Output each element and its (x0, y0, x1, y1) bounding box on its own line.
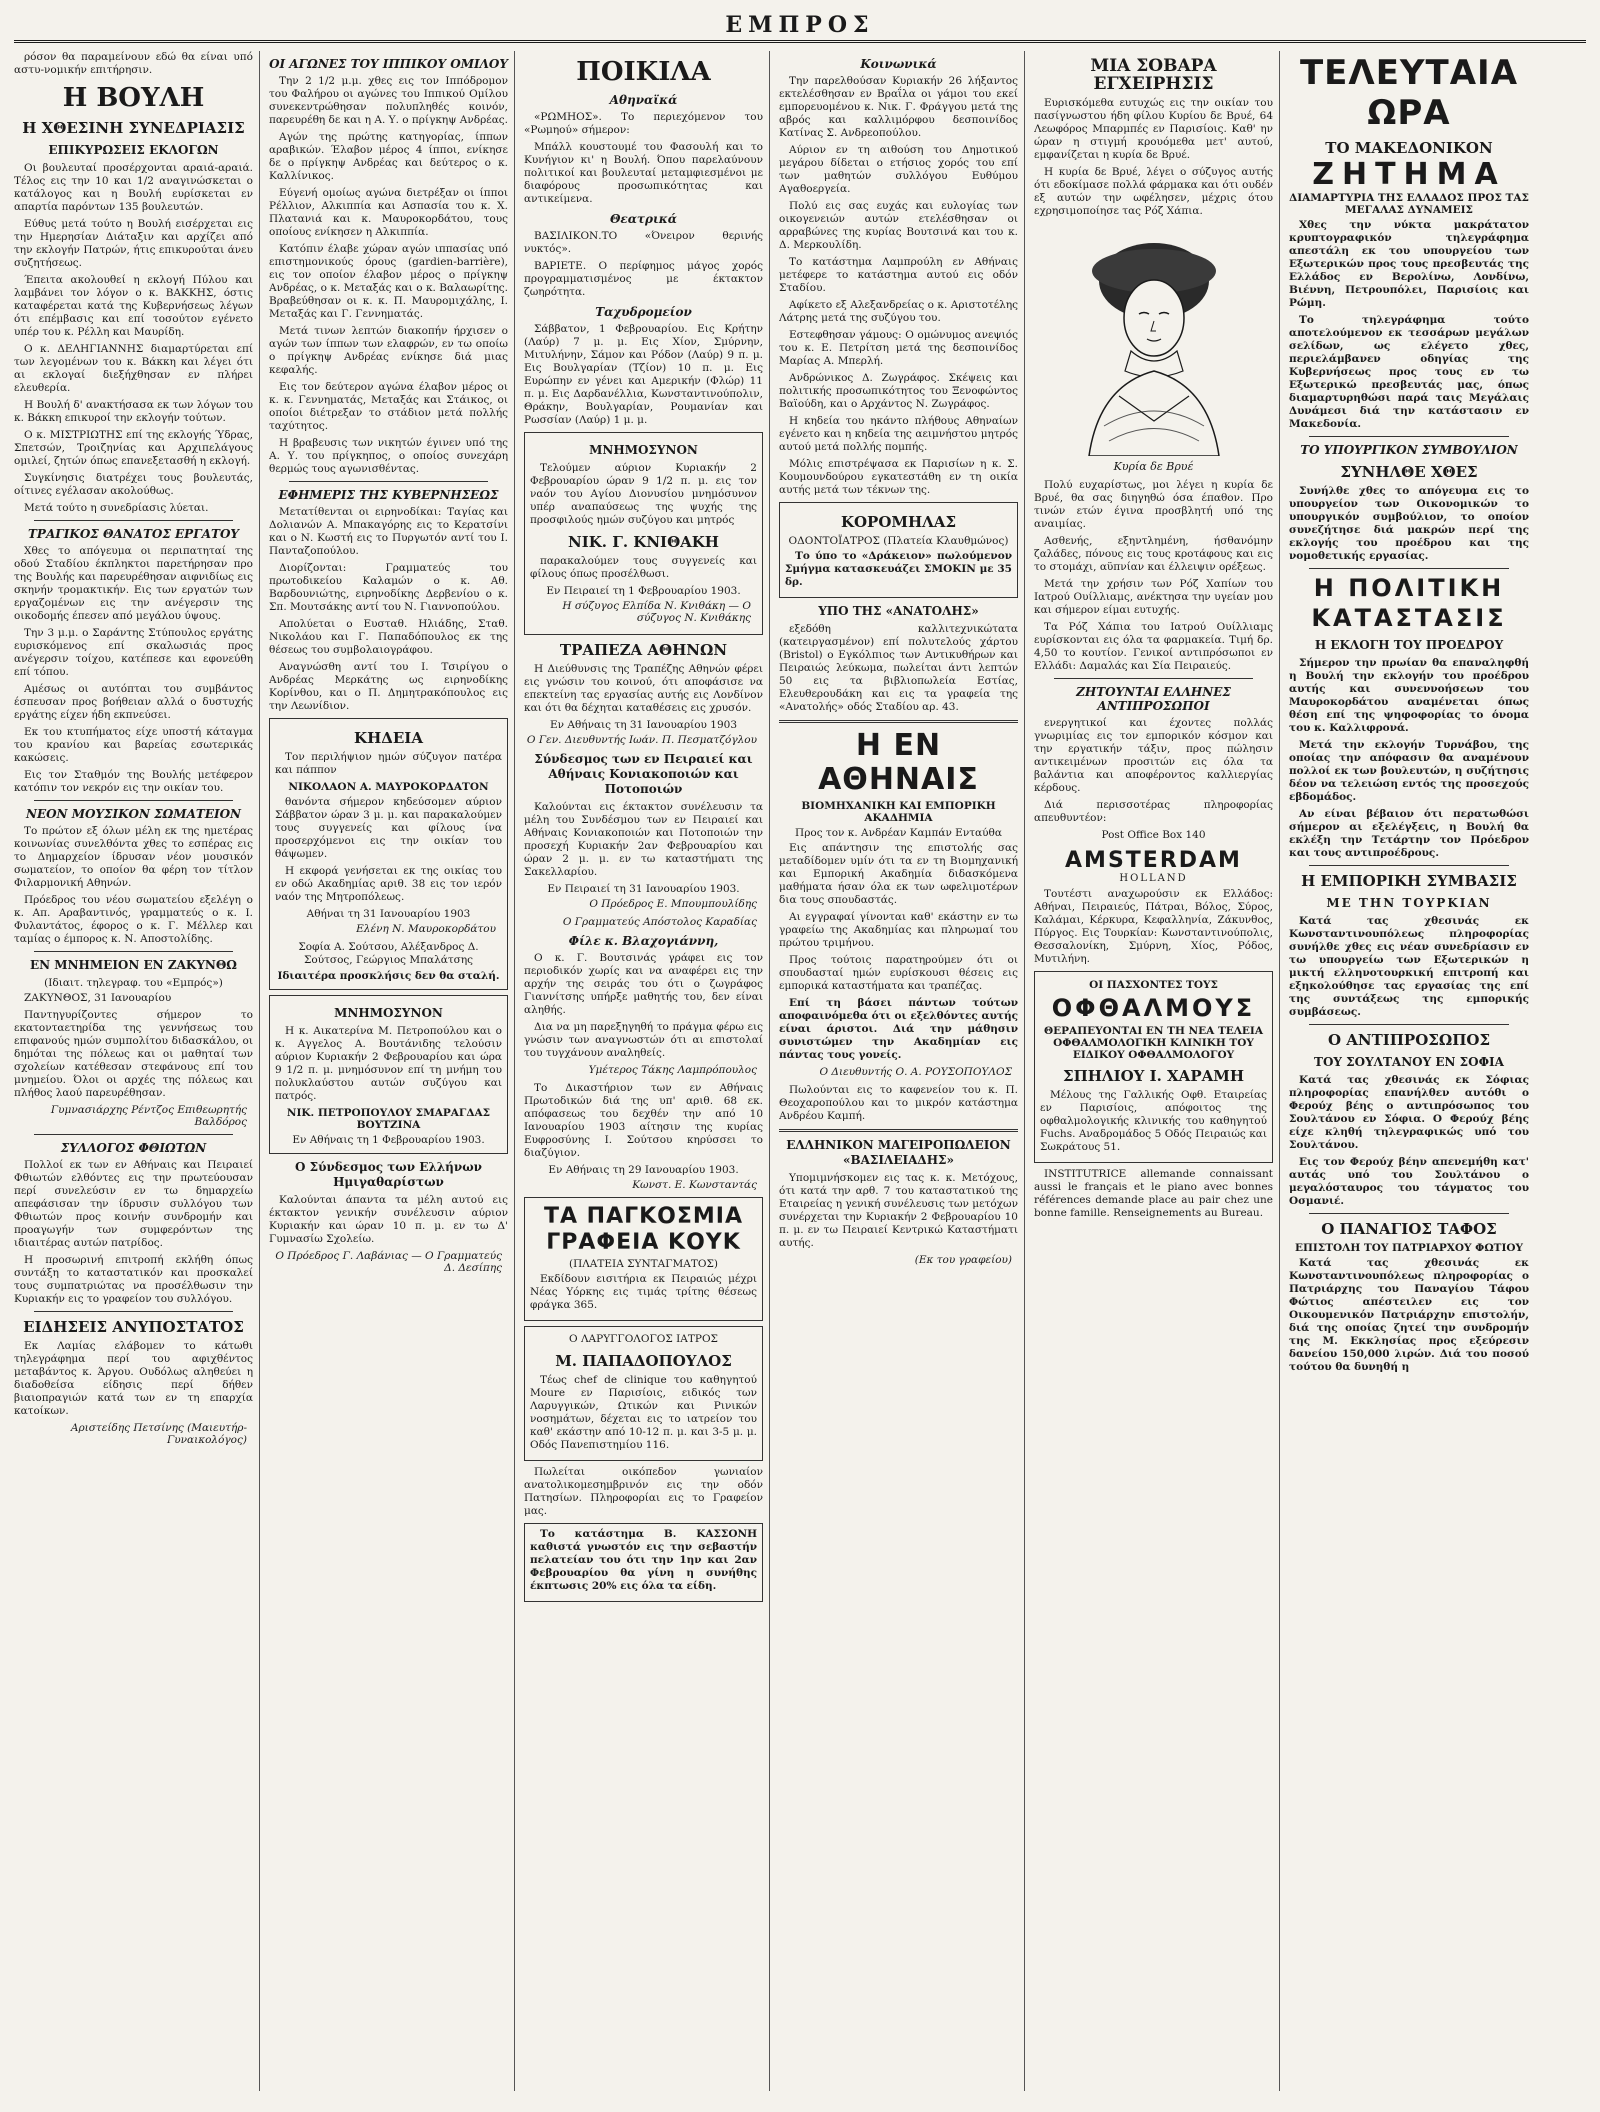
signature: Η σύζυγος Ελπίδα Ν. Κνιθάκη — Ο σύζυγος Ν. Κνιθάκης (562, 600, 751, 624)
article-subheading: ΕΠΙΣΤΟΛΗ ΤΟΥ ΠΑΤΡΙΑΡΧΟΥ ΦΩΤΙΟΥ (1294, 1242, 1524, 1254)
paragraph: Κατά τας χθεσινάς εκ Κωνσταντινουπόλεως πληροφορίας ο Πατριάρχης του Παναγίου Τάφου Φώτιος απέστειλεν εις τον Οικουμενικόν Πατριάρχην επιστολήν, διά της οποίας ζητεί την συνδρομήν της Μ. Εκκλησίας προς εξεύρεσιν δανείου 150,000 λιρών. Διά του ποσού τούτου θα δυνηθή η (1289, 1257, 1529, 1373)
divider (1054, 678, 1253, 679)
article-heading: Η ΕΝ ΑΘΗΝΑΙΣ (818, 728, 979, 797)
deceased-name: ΝΙΚ. ΠΕΤΡΟΠΟΥΛΟΥ ΣΜΑΡΑΓΔΑΣ ΒΟΥΤΖΙΝΑ (286, 1107, 491, 1131)
addressee: Προς τον κ. Ανδρέαν Καμπάν Ενταύθα (795, 827, 1002, 839)
column-4 (779, 51, 1025, 2091)
paragraph: Σάββατον, 1 Φεβρουαρίου. Εις Κρήτην (Λαύρ) 7 μ. μ. Εις Χίον, Σμύρνην, Μιτυλήνην, Σάμον και Ρόδον (Λαύρ) 9 π. μ. Εις Βουλγαρίαν (Τζίον) 10 π. μ. Εις Ευρώπην εν γένει και Αμερικήν (Φλώρ) 11 π. μ. Εις Δαρδανέλλια, Κωνσταντινούπολιν, Θράκην, Βουλγαρίαν, Ρουμανίαν και Ρωσσίαν (Λαύρ) 1 μ. μ. (524, 323, 763, 426)
paragraph: Εις απάντησιν της επιστολής σας μεταδίδομεν υμίν ότι τα εν τη Βιομηχανική και Εμπορική Ακαδημία διδασκόμενα μαθήματα ήσαν όλα εκ των ωφελιμοτέρων δια τους σπουδαστάς. (779, 842, 1018, 906)
doctor-ad (524, 1326, 763, 1461)
postal-address: Post Office Box 140 (1101, 829, 1206, 841)
article-heading: Ο Σύνδεσμος των Ελλήνων Ημιγαθαρίστων (295, 1160, 482, 1189)
notice-date: Εν Πειραιεί τη 1 Φεβρουαρίου 1903. (546, 585, 741, 597)
deceased-name: ΝΙΚ. Γ. ΚΝΙΘΑΚΗ (568, 533, 719, 551)
divider (1309, 1213, 1509, 1214)
paragraph: Την 2 1/2 μ.μ. χθες εις τον Ιππόδρομον του Φαλήρου οι αγώνες του Ιππικού Ομίλου συνεκεντρώθησαν πολυπληθές κοινόν, παρευρέθη δε και η Α. Υ. ο πρίγκηψ Ανδρέας. (269, 75, 509, 126)
ad-subheading: ΘΕΡΑΠΕΥΟΝΤΑΙ ΕΝ ΤΗ ΝΕΑ ΤΕΛΕΙΑ ΟΦΘΑΛΜΟΛΟΓΙΚΗ ΚΛΙΝΙΚΗ ΤΟΥ ΕΙΔΙΚΟΥ ΟΦΘΑΛΜΟΛΟΓΟΥ (1044, 1025, 1263, 1061)
article-heading: ΤΡΑΠΕΖΑ ΑΘΗΝΩΝ (559, 641, 728, 659)
notice-date: Εν Πειραιεί τη 31 Ιανουαρίου 1903. (547, 883, 740, 895)
paragraph: Εις τον Σταθμόν της Βουλής μετέφερον κατόπιν τον νεκρόν εις την οικίαν του. (14, 769, 253, 794)
memorial-notice (269, 995, 508, 1154)
funeral-notice (269, 718, 508, 990)
paragraph: Καλούνται εις έκτακτον συνέλευσιν τα μέλη του Συνδέσμου των εν Πειραιεί και Αθήναις Κονιακοποιών και Ποτοποιών την προσεχή Κυριακήν 2αν Φεβρουαρίου και ώραν 2 μ. μ. εν τω καταστήματι της Σακελλαρίου. (524, 801, 763, 878)
divider (1309, 865, 1509, 866)
signature: Κωνστ. Ε. Κωνσταντάς (632, 1179, 757, 1191)
notice-heading: ΚΗΔΕΙΑ (354, 729, 423, 747)
signature: Ο Γεν. Διευθυντής Ιωάν. Π. Πεσματζόγλου (526, 734, 757, 746)
article-heading: Ο ΑΝΤΙΠΡΟΣΩΠΟΣ (1327, 1031, 1491, 1049)
paragraph: Μετά τινων λεπτών διακοπήν ήρχισεν ο αγών των ίππων των ελαφρών, εν τω οποίω ο πρίγκηψ Ανδρέας ενίκησε διά μιας κεφαλής. (269, 325, 508, 376)
paragraph: Αν είναι βέβαιον ότι περατωθώσι σήμερον αι εξελέγξεις, η Βουλή θα εκλέξη την Τετάρτην τον Πρόεδρον και τους αντιπροέδρους. (1289, 808, 1529, 859)
column-6 (1289, 51, 1535, 2091)
paragraph: ΒΑΣΙΛΙΚΟΝ.ΤΟ «Όνειρον θερινής νυκτός». (524, 230, 763, 255)
notice-note: Ιδιαιτέρα προσκλήσις δεν θα σταλή. (277, 970, 500, 982)
paragraph: Εύγενή ομοίως αγώνα διετρέξαν οι ίπποι Ρέλλιον, Αλκιππία και Ασπασία του κ. Χ. Πλατανιά και κ. Μαυροκορδάτου, τους οποίους ενίκησεν η Αλκιππία. (269, 187, 508, 238)
paragraph: Μετά τούτο η συνεδρίασις λύεται. (24, 502, 209, 514)
article-heading: ΕΛΛΗΝΙΚΟΝ ΜΑΓΕΙΡΟΠΩΛΕΙΟΝ «ΒΑΣΙΛΕΙΑΔΗΣ» (786, 1138, 1011, 1167)
divider (289, 481, 488, 482)
columns (14, 51, 1586, 2091)
ad-subheading: ΟΔΟΝΤΟΪΑΤΡΟΣ (Πλατεία Κλαυθμώνος) (788, 535, 1009, 547)
paragraph: Σήμερον την πρωίαν θα επαναληφθή η Βουλή την εκλογήν του προέδρου αυτής και συνεννοήσεων του Μαυροκορδάτου αναμένεται όπως θέση επί της ψηφοφορίας το όνομα του κ. Καλλιφρονά. (1289, 657, 1529, 734)
masthead (14, 0, 1586, 43)
newspaper-title: ΕΜΠΡΟΣ (725, 12, 875, 38)
paragraph: Χθες το απόγευμα οι περιπατηταί της οδού Σταδίου έκπληκτοι παρετήρησαν προ της Βουλής και παρευρέθησαν αιφνιδίως εις σκηνήν τρομακτικήν. Εις των εργατών των εργαζομένων εις την ανέγερσιν της οικοδομής έπεσεν από μεγάλου ύψους. (14, 545, 253, 622)
divider (34, 520, 233, 521)
column-2 (269, 51, 515, 2091)
doctor-name: Μ. ΠΑΠΑΔΟΠΟΥΛΟΣ (555, 1352, 732, 1370)
paragraph: Μόλις επιστρέψασα εκ Παρισίων η κ. Σ. Κουμουνδούρου εγκατεστάθη εν τη οικία αυτής μετά των τέκνων της. (779, 458, 1018, 496)
paragraph: Καλούνται άπαντα τα μέλη αυτού εις έκτακτον γενικήν συνέλευσιν αύριον Κυριακήν και ώραν 10 π. μ. εν τω Δ' Γυμνασίω Σχολείω. (269, 1194, 508, 1245)
article-subheading: ΒΙΟΜΗΧΑΝΙΚΗ ΚΑΙ ΕΜΠΟΡΙΚΗ ΑΚΑΔΗΜΙΑ (801, 800, 996, 824)
subsection-heading: Ταχυδρομείον (595, 305, 692, 319)
paragraph: Η εκφορά γενήσεται εκ της οικίας του εν οδώ Ακαδημίας αριθ. 38 εις τον ιερόν ναόν της Μητροπόλεως. (275, 865, 502, 903)
paragraph: Ευρισκόμεθα ευτυχώς εις την οικίαν του πασίγνωστου ήδη φίλου Κυρίου δε Βρυέ, 64 Λεωφόρος Μπαρμπές εν Παρισίοις. Καθ' ην ώραν η στιγμή κρουόμεθα μετ' αυτού, εμφανίζεται η κυρία δε Βρυέ. (1034, 97, 1273, 161)
article-heading: ΚΑΤΑΣΤΑΣΙΣ (1311, 604, 1507, 632)
divider (1309, 1024, 1509, 1025)
paragraph: Συνήλθε χθες το απόγευμα εις το υπουργείον των Οικονομικών το υπουργικόν συμβούλιον, το οποίον συνεζήτησε διά μακρών περί της εκλογής του προέδρου και της νομοθετικής εργασίας. (1289, 485, 1529, 562)
column-5 (1034, 51, 1280, 2091)
notice-date: Εν Αθήναις τη 1 Φεβρουαρίου 1903. (292, 1134, 485, 1146)
ad-subheading: HOLLAND (1119, 873, 1188, 884)
ad-heading: ΚΟΡΟΜΗΛΑΣ (840, 513, 957, 531)
signature: Ελένη Ν. Μαυροκορδάτου (356, 923, 496, 935)
article-subheading: ΕΠΙΚΥΡΩΣΕΙΣ ΕΚΛΟΓΩΝ (48, 143, 219, 157)
ad-heading: ΤΑ ΠΑΓΚΟΣΜΙΑ ΓΡΑΦΕΙΑ ΚΟΥΚ (543, 1204, 744, 1255)
article-heading: Η ΕΜΠΟΡΙΚΗ ΣΥΜΒΑΣΙΣ (1301, 872, 1517, 890)
article-heading: ΖΗΤΟΥΝΤΑΙ ΕΛΛΗΝΕΣ ΑΝΤΙΠΡΟΣΩΠΟΙ (1076, 685, 1231, 713)
dateline: (Ιδιαιτ. τηλεγραφ. του «Εμπρός») (44, 977, 223, 989)
paragraph: Τουτέστι αναχωρούσιν εκ Ελλάδος: Αθήναι, Πειραιεύς, Πάτραι, Βόλος, Σύρος, Καλάμαι, Κέρκυρα, Κεφαλληνία, Ζάκυνθος, Πύργος. Εις Τουρκίαν: Κωνσταντινούπολις, Θεσσαλονίκη, Σμύρνη, Χίος, Ρόδος, Μυτιλήνη. (1034, 888, 1273, 965)
paragraph: Διά περισσοτέρας πληροφορίας απευθυντέον: (1034, 799, 1273, 824)
notice-date: Αθήναι τη 31 Ιανουαρίου 1903 (306, 908, 471, 920)
article-heading: ΜΙΑ ΣΟΒΑΡΑ ΕΓΧΕΙΡΗΣΙΣ (1090, 56, 1217, 94)
paragraph: Πωλείται οικόπεδον γωνιαίον ανατολικομεσημβρινόν εις την οδόν Πατησίων. Πληροφορίαι εις το Γραφείον μας. (524, 1466, 763, 1517)
shop-ad (524, 1523, 763, 1602)
paragraph: Χθες την νύκτα μακράτατον κρυπτογραφικόν τηλεγράφημα απεστάλη εκ του υπουργείου των Εξωτερικών προς τους πρεσβευτάς της Ελλάδος εν Βερολίνω, Λονδίνω, Βιέννη, Πετρουπόλει, Παρισίοις και Ρώμη. (1289, 219, 1529, 309)
article-heading: Σύνδεσμος των εν Πειραιεί και Αθήναις Κονιακοποιών και Ποτοποιών (534, 752, 753, 796)
paragraph: Το ύπο το «Δράκειον» πωλούμενον Σμήγμα κατασκευάζει ΣΜΟΚΙΝ με 35 δρ. (785, 550, 1012, 588)
paragraph: Έπειτα ακολουθεί η εκλογή Πύλου και λαμβάνει τον λόγον ο κ. ΒΑΚΚΗΣ, όστις καταφέρεται κατά της Κυβερνήσεως λέγων ότι επέμβασις και επί τοσούτον εγένετο υπέρ του κ. Ρέλλη και Μαυρίδη. (14, 274, 253, 338)
eye-clinic-ad (1034, 971, 1273, 1163)
divider (34, 800, 233, 801)
paragraph: Αναγνώσθη αντί του Ι. Τσιρίγου ο Ανδρέας Μερκάτης ως ειρηνοδίκης Κορίνθου, και ο Π. Δημητρακόπουλος εις την Λεωνίδιον. (269, 661, 508, 712)
paragraph: ενεργητικοί και έχοντες πολλάς γνωριμίας εις τον εμπορικόν κόσμον και την εργατικήν τάξιν, προς πώλησιν αντικειμένων προσιτών εις όλα τα βαλάντια και αποφέροντος καλλιεργίας κέρδους. (1034, 717, 1273, 794)
paragraph: Πολύ ευχαρίστως, μοι λέγει η κυρία δε Βρυέ, θα σας διηγηθώ όσα έπαθον. Προ τινών ετών έγινα προσβλητή υπό της αναιμίας. (1034, 479, 1273, 530)
paragraph: Αφίκετο εξ Αλεξανδρείας ο κ. Αριστοτέλης Λάτρης μετά της συζύγου του. (779, 299, 1018, 324)
paragraph: Μέλους της Γαλλικής Οφθ. Εταιρείας εν Παρισίοις, απόφοιτος της οφθαλμολογικής κλινικής του καθηγητού Fuchs. Αναδρομάδος 5 Οδός Πειραιώς και Σωκράτους 51. (1040, 1089, 1267, 1153)
signature: Ο Διευθυντής Ο. Α. ΡΟΥΣΟΠΟΥΛΟΣ (819, 1066, 1012, 1078)
article-heading: ΥΠΟ ΤΗΣ «ΑΝΑΤΟΛΗΣ» (818, 604, 979, 618)
paragraph: Μετά την εκλογήν Τυρνάβου, της οποίας την απόφασιν θα αναμένουν πολλοί εκ των βουλευτών, η συζήτησις δέον να τελειώση εντός της προσεχούς εβδομάδος. (1289, 739, 1529, 803)
divider (1309, 568, 1509, 569)
paragraph: Ανδρώνικος Δ. Ζωγράφος. Σκέψεις και πολιτικής προσωπικότητος του Ξενοφώντος Βαϊούδη, και ο Αρχάντος Ν. Ζωγράφος. (779, 372, 1018, 410)
paragraph: Η προσωρινή επιτροπή εκλήθη όπως συντάξη το καταστατικόν και προσκαλεί τους συμπατριώτας να προσέλθωσιν την Κυριακήν εις το γραφείον του συλλόγου. (14, 1254, 253, 1305)
family-list: Σοφία Α. Σούτσου, Αλέξανδρος Δ. Σούτσος, Γεώργιος Μπαλάτσης (298, 941, 479, 966)
article-subheading: ΤΟΥ ΣΟΥΛΤΑΝΟΥ ΕΝ ΣΟΦΙΑ (1314, 1055, 1504, 1069)
paragraph: Η κηδεία του ηκάντο πλήθους Αθηναίων εγένετο και η κηδεία της αειμνήστου μητρός αυτού μετά πολλής πομπής. (779, 415, 1018, 453)
paragraph: Μετατίθενται οι ειρηνοδίκαι: Ταγίας και Δολιανών Α. Μπακαγόρης εις το Κερατσίνι και ο Ν. Κωστή εις το Πυργωτόν αντί του Ι. Πανταζοπούλου. (269, 506, 508, 557)
paragraph: Ασθενής, εξηντλημένη, ήσθανόμην ζαλάδες, πόνους εις τους κροτάφους και εις το στομάχι, αϋπνίαν και έλλειψιν ορέξεως. (1034, 535, 1273, 573)
paragraph: ΒΑΡΙΕΤΕ. Ο περίφημος μάγος χορός προγραμματισμένος με έκτακτον ζωηρότητα. (524, 260, 763, 298)
notice-heading: ΜΝΗΜΟΣΥΝΟΝ (334, 1006, 443, 1020)
article-heading: ΝΕΟΝ ΜΟΥΣΙΚΟΝ ΣΩΜΑΤΕΙΟΝ (25, 807, 241, 821)
article-heading-large: ΖΗΤΗΜΑ (1312, 157, 1506, 192)
divider (779, 720, 1018, 723)
paragraph: Κατά τας χθεσινάς εκ Κωνσταντινουπόλεως πληροφορίας συνήλθε χθες εις νέαν συνεδρίασιν εν τω υπουργείω των Εξωτερικών η μικτή ελληνοτουρκική επιτροπή και εξηκολούθησε τας εργασίας της επί της συντάξεως της εμπορικής συμβάσεως. (1289, 915, 1529, 1018)
subsection-heading: Αθηναϊκά (609, 93, 678, 107)
paragraph: Εκδίδουν εισιτήρια εκ Πειραιώς μέχρι Νέας Υόρκης εις τιμάς τρίτης θέσεως φράγκα 365. (530, 1273, 757, 1311)
place-line: ΖΑΚΥΝΘΟΣ, 31 Ιανουαρίου (24, 992, 172, 1004)
dentist-ad (779, 502, 1018, 598)
article-subheading: ΣΥΝΗΛΘΕ ΧΘΕΣ (1340, 463, 1478, 481)
section-heading: Κοινωνικά (860, 57, 937, 71)
paragraph: παρακαλούμεν τους συγγενείς και φίλους όπως προσέλθωσι. (530, 555, 757, 580)
paragraph: Αγών της πρώτης κατηγορίας, ίππων αραβικών. Έλαβον μέρος 4 ίπποι, ενίκησε δε ο πρίγκηψ Ανδρέας και δεύτερος ο κ. Καλλίνικος. (269, 131, 508, 182)
article-heading: ΟΙ ΑΓΩΝΕΣ ΤΟΥ ΙΠΠΙΚΟΥ ΟΜΙΛΟΥ (269, 57, 508, 71)
paragraph: Εκ Λαμίας ελάβομεν το κάτωθι τηλεγράφημα περί του αφιχθέντος μεταβάντος κ. Άργου. Ουδόλως αληθεύει η διαδοθείσα είδησις περί δήθεν βιαιοπραγιών κατά των εν τη επαρχία κατοίκων. (14, 1340, 253, 1417)
article-heading: ΤΡΑΓΙΚΟΣ ΘΑΝΑΤΟΣ ΕΡΓΑΤΟΥ (28, 527, 239, 541)
divider (34, 951, 233, 952)
notice-date: Εν Αθήναις τη 29 Ιανουαρίου 1903. (548, 1164, 739, 1176)
ad-heading: AMSTERDAM (1065, 848, 1242, 873)
woman-portrait-illustration (1059, 226, 1249, 456)
paragraph: Η κυρία δε Βρυέ, λέγει ο σύζυγος αυτής ότι εδοκίμασε πολλά φάρμακα και ότι ουδέν εξ αυτών την ωφέλησεν, μέχρις ότου εχρησιμοποίησε τας Ρόζ Χάπια. (1034, 166, 1273, 217)
paragraph: Το κατάστημα Β. ΚΑΣΣΟΝΗ καθιστά γνωστόν εις την σεβαστήν πελατείαν του ότι την 1ην και 2αν Φεβρουαρίου θα γίνη η συνήθης έκπτωσις 20% εις όλα τα είδη. (530, 1528, 757, 1592)
notice-date: Εν Αθήναις τη 31 Ιανουαρίου 1903 (550, 719, 737, 731)
article-heading: ΕΝ ΜΝΗΜΕΙΟΝ ΕΝ ΖΑΚΥΝΘΩ (30, 958, 237, 972)
section-heading: Η ΒΟΥΛΗ (62, 83, 205, 113)
paragraph: «ΡΩΜΗΟΣ». Το περιεχόμενον του «Ρωμηού» σήμερον: (524, 111, 763, 136)
article-subheading: Η ΕΚΛΟΓΗ ΤΟΥ ΠΡΟΕΔΡΟΥ (1314, 638, 1504, 652)
doctor-name: ΣΠΗΛΙΟΥ Ι. ΧΑΡΑΜΗ (1062, 1067, 1245, 1085)
paragraph: Προς τούτοις παρατηρούμεν ότι οι σπουδασταί ημών ευρίσκουσι θέσεις εις εμπορικά καταστήματα και τραπέζας. (779, 954, 1018, 992)
paragraph: Εις τον δεύτερον αγώνα έλαβον μέρος οι κ. κ. Γεννηματάς, Μεταξάς και Στάικος, οι οποίοι διέτρεξαν το στάδιον μετά πολλής ταχύτητος. (269, 381, 508, 432)
subsection-heading: Θεατρικά (609, 212, 678, 226)
signature: Ο Πρόεδρος Γ. Λαβάνιας — Ο Γραμματεύς Δ. Δεσίπης (275, 1250, 502, 1274)
article-heading: Η ΠΟΛΙΤΙΚΗ (1313, 574, 1505, 602)
paragraph: Ο κ. ΔΕΛΗΓΙΑΝΝΗΣ διαμαρτύρεται επί των λεγομένων του κ. Βάκκη και λέγει ότι αι εκλογαί διεξήχθησαν εν πλήρει ελευθερία. (14, 343, 253, 394)
paragraph: Αμέσως οι αυτόπται του συμβάντος έσπευσαν προς βοήθειαν αλλά ο δυστυχής εργάτης είχεν ήδη εκπνεύσει. (14, 683, 253, 721)
article-heading: ΤΟ ΥΠΟΥΡΓΙΚΟΝ ΣΥΜΒΟΥΛΙΟΝ (1300, 443, 1518, 457)
paragraph: Πολλοί εκ των εν Αθήναις και Πειραιεί Φθιωτών ελθόντες εις την πρωτεύουσαν περί συνελεύσιν εν τω δημαρχείω απεφάσισαν την ίδρυσιν συλλόγου των Φθιωτών προς κοινήν συνδρομήν και προαγωγήν των συμφερόντων της ιδιαιτέρας αυτών πατρίδος. (14, 1159, 253, 1249)
paragraph: Εύθυς μετά τούτο η Βουλή εισέρχεται εις την Ημερησίαν Διάταξιν και αρχίζει από την εκλογήν Πατρών, ήτις επικυρούται άνευ συζητήσεως. (14, 218, 253, 269)
paragraph: Εκ του κτυπήματος είχε υποστή κάταγμα του κρανίου και βαρείας εσωτερικάς κακώσεις. (14, 726, 253, 764)
section-heading: ΤΕΛΕΥΤΑΙΑ ΩΡΑ (1299, 53, 1519, 133)
paragraph: Αι εγγραφαί γίνονται καθ' εκάστην εν τω γραφείω της Ακαδημίας και πληρωμαί του πρώτου τριμήνου. (779, 911, 1018, 949)
divider (34, 1311, 233, 1312)
article-heading: Η ΧΘΕΣΙΝΗ ΣΥΝΕΔΡΙΑΣΙΣ (22, 119, 245, 137)
signature: Ο Πρόεδρος Ε. Μπουμπουλίδης (589, 898, 757, 910)
divider (779, 1129, 1018, 1132)
paragraph: INSTITUTRICE allemande connaissant aussi le français et le piano avec bonnes références demande place au pair chez une bonne famille. Renseignements au Bureau. (1034, 1168, 1273, 1219)
divider (34, 1134, 233, 1135)
paragraph: Το κατάστημα Λαμπρούλη εν Αθήναις μετέφερε το κατάστημα αυτού εις οδόν Σταδίου. (779, 256, 1018, 294)
paragraph: Συγκίνησις διατρέχει τους βουλευτάς, οίτινες εγέλασαν ακολούθως. (14, 472, 253, 497)
paragraph: Την παρελθούσαν Κυριακήν 26 λήξαντος εκτελέσθησαν εν Βραΐλα οι γάμοι του εκεί εμπορευομένου κ. Νικ. Γ. Φράγγου μετά της αβρός και καλλιμόρφου δεσποινίδος Κατίνας Σ. Ανδρεοπούλου. (779, 75, 1018, 139)
paragraph: Μετά την χρήσιν των Ρόζ Χαπίων του Ιατρού Ουίλλιαμς, ανέκτησα την υγείαν μου και σήμερον είμαι ευτυχής. (1034, 578, 1273, 616)
paragraph: Το τηλεγράφημα τούτο αποτελούμενον εκ τεσσάρων μεγάλων σελίδων, ως ελέγετο χθες, περιελάμβανεν οδηγίας της Κυβερνήσεως προς τους εν τω Εξωτερικώ πρεσβευτάς μας, όπως διαμαρτυρηθώσι παρά ταις Μεγάλαις Δυνάμεσι διά την κατάστασιν εν Μακεδονία. (1289, 314, 1529, 430)
paragraph: Ο κ. ΜΙΣΤΡΙΩΤΗΣ επί της εκλογής Ύδρας, Σπετσών, Τροιζηνίας και Αρχιπελάγους ομιλεί, ζητών όπως επανεξετασθή η εκλογή. (14, 429, 253, 467)
article-heading: ΕΦΗΜΕΡΙΣ ΤΗΣ ΚΥΒΕΡΝΗΣΕΩΣ (278, 488, 499, 502)
paragraph: Παντηγυρίζοντες σήμερον το εκατονταετηρίδα της γεννήσεως του επιφανούς ημών συμπολίτου διδασκάλου, οι δημόται της πόλεως και οι μαθηταί των σχολείων κατέθεσαν στεφάνους επί του μνημείου. Όλοι οι αρχές της πόλεως και πλήθος λαού παρευρέθησαν. (14, 1009, 253, 1099)
ad-heading: ΟΦΘΑΛΜΟΥΣ (1051, 994, 1256, 1022)
paragraph: Πρόεδρος του νέου σωματείου εξελέγη ο κ. Απ. Αραβαντινός, γραμματεύς ο κ. Ι. Φυλαντάτος, έφορος ο κ. Γ. Μέλλερ και ταμίας ο έμπορος κ. Ν. Αποστολίδης. (14, 894, 253, 945)
section-heading: ΠΟΙΚΙΛΑ (576, 57, 711, 87)
ad-subheading: (ΠΛΑΤΕΙΑ ΣΥΝΤΑΓΜΑΤΟΣ) (568, 1258, 719, 1270)
article-heading: Ο ΠΑΝΑΓΙΟΣ ΤΑΦΟΣ (1321, 1220, 1497, 1238)
paragraph: Η Βουλή δ' ανακτήσασα εκ των λόγων του κ. Βάκκη επικυροί την εκλογήν τούτων. (14, 399, 253, 424)
paragraph: Τον περιλήψιον ημών σύζυγον πατέρα και πάππον (275, 751, 502, 776)
divider (1309, 436, 1509, 437)
paragraph: Τέως chef de clinique του καθηγητού Moure εν Παρισίοις, ειδικός των Λαρυγγικών, Ωτικών και Ρινικών νοσημάτων, δέχεται εις το ιατρείον του καθ' εκάστην από 10-12 π. μ. και 3-5 μ. μ. Οδός Πανεπιστημίου 116. (530, 1374, 757, 1451)
signature: Αριστείδης Πετσίνης (Μαιευτήρ-Γυναικολόγος) (70, 1422, 247, 1446)
paragraph: Πωλούνται εις το καφενείον του κ. Π. Θεοχαροπούλου και το μικρόν κατάστημα Ανδρέου Καμπή. (779, 1084, 1018, 1122)
paragraph: Την 3 μ.μ. ο Σαράντης Στύπουλος εργάτης ευρισκόμενος επί σκαλωσιάς προς ανέγερσιν τοίχου, κατέπεσε και εφονεύθη επί τόπου. (14, 627, 253, 678)
article-subheading: ΔΙΑΜΑΡΤΥΡΙΑ ΤΗΣ ΕΛΛΑΔΟΣ ΠΡΟΣ ΤΑΣ ΜΕΓΑΛΑΣ ΔΥΝΑΜΕΙΣ (1289, 192, 1529, 216)
paragraph: Αύριον εν τη αιθούση του Δημοτικού μεγάρου δίδεται ο ετήσιος χορός του επί των μαθητών συλλόγου Ευθύμου Αγαθοεργεία. (779, 144, 1018, 195)
letter-salutation: Φίλε κ. Βλαχογιάννη, (568, 934, 719, 948)
portrait-caption: Κυρία δε Βρυέ (1113, 460, 1194, 473)
signature: (Εκ του γραφείου) (914, 1254, 1012, 1266)
paragraph: Η βραβευσις των νικητών έγινεν υπό της Α. Υ. του πρίγκηπος, ο οποίος συνεχάρη θερμώς τους αγωνισθέντας. (269, 437, 508, 475)
article-heading: ΤΟ ΜΑΚΕΔΟΝΙΚΟΝ (1325, 139, 1493, 157)
paragraph: θανόντα σήμερον κηδεύσομεν αύριον Σάββατον ώραν 3 μ. μ. και παρακαλούμεν τους συγγενείς και φίλους ίνα προσερχόμενοι εις την οικίαν του θάψωμεν. (275, 796, 502, 860)
paragraph: Κατόπιν έλαβε χώραν αγών ιππασίας υπό επιστημονικούς όρους (gardien-barrière), εις τον οποίον έλαβον μέρος ο πρίγκηψ Ανδρέας, ο κ. Μεταξάς και ο κ. Βαλαωρίτης. Βραβεύθησαν οι κ. κ. Π. Μαυρομιχάλης, Ι. Μεταξάς και Γ. Γεννηματάς. (269, 243, 508, 320)
paragraph: εξεδόθη καλλιτεχνικώτατα (κατειργασμένον) επί πολυτελούς χάρτου (Bristol) ο Εγκόλπιος των Αντικυθήρων και Πειραιώς λεύκωμα, πωλείται άντι λεπτών 50 εις τα βιβλιοπωλεία Εστίας, Ελευθερουδάκη και εις τα γραφεία της «Ανατολής» οδός Σταδίου αρ. 43. (779, 623, 1018, 713)
intro-text: ρόσον θα παραμείνουν εδώ θα είναι υπό αστυ-νομικήν επιτήρησιν. (14, 51, 253, 76)
paragraph: Τα Ρόζ Χάπια του Ιατρού Ουίλλιαμς ευρίσκονται εις όλα τα φαρμακεία. Τιμή δρ. 4,50 το κουτίον. Γενικοί αντιπρόσωποι εν Ελλάδι: Δαμαλάς και Σία Πειραιεύς. (1034, 621, 1273, 672)
memorial-notice (524, 432, 763, 635)
paragraph: Κατά τας χθεσινάς εκ Σόφιας πληροφορίας επανήλθεν αυτόθι ο Φερούχ βέης ο αντιπρόσωπος του Σουλτάνου εν Σόφια. Ο Φερούχ βέης είχε κληθή τηλεγραφικώς υπό του Σουλτάνου. (1289, 1074, 1529, 1151)
paragraph: Δια να μη παρεξηγηθή το πράγμα φέρω εις γνώσιν των αναγνωστών ότι αι επιστολαί του τυγχάνουν αναληθείς. (524, 1021, 763, 1059)
notice-heading: ΜΝΗΜΟΣΥΝΟΝ (589, 443, 698, 457)
column-1 (14, 51, 260, 2091)
paragraph: Τελούμεν αύριον Κυριακήν 2 Φεβρουαρίου ώραν 9 1/2 π. μ. εις τον ναόν του Αγίου Διονυσίου μνημόσυνον υπέρ αναπαύσεως της ψυχής της προσφιλούς ημών συζύγου και μητρός (530, 462, 757, 526)
paragraph: Το πρώτον εξ όλων μέλη εκ της ημετέρας κοινωνίας συνελθόντα χθες το εσπέρας εις το Δημαρχείον ίδρυσαν νέον μουσικόν σωματείον, το οποίον θα φέρη τον τίτλον Φιλαρμονική Αθηνών. (14, 825, 253, 889)
column-3 (524, 51, 770, 2091)
paragraph: Απολύεται ο Ευσταθ. Ηλιάδης, Σταθ. Νικολάου και Γ. Παπαδόπουλος εκ της θέσεως του συμβολαιογράφου. (269, 618, 508, 656)
paragraph: Πολύ εις σας ευχάς και ευλογίας των οικογενειών αυτών ετελέσθησαν οι αρραβώνες της κυρίας Βουτσινά και του κ. Δ. Μερκουλίδη. (779, 200, 1018, 251)
article-subheading: ΜΕ ΤΗΝ ΤΟΥΡΚΙΑΝ (1326, 896, 1492, 910)
paragraph: Οι βουλευταί προσέρχονται αραιά-αραιά. Τέλος εις την 10 και 1/2 αναγινώσκεται ο κατάλογος και η Βουλή ευρίσκεται εν απαρτία παρόντων 135 βουλευτών. (14, 162, 253, 213)
paragraph: Ο κ. Γ. Βουτσινάς γράφει εις τον περιοδικόν χωρίς και να αναφέρει εις την αρχήν της σειράς του ότι ο ζωγράφος Γιαννίτσης υπήρξε μαθητής του, δεν είναι αληθής. (524, 952, 763, 1016)
signature: Γυμνασιάρχης Ρέντζος Επιθεωρητής Βαλδόρος (50, 1104, 247, 1128)
article-heading: ΣΥΛΛΟΓΟΣ ΦΘΙΩΤΩΝ (60, 1141, 207, 1155)
paragraph: Το Δικαστήριον των εν Αθήναις Πρωτοδικών διά της υπ' αριθ. 68 εκ. απόφασεως του δεχθέν την από 10 Ιανουαρίου 1903 αίτησιν της κυρίας Ευφροσύνης Ι. Σούτσου κηρύσσει το διαζύγιον. (524, 1082, 763, 1159)
paragraph: Μπάλλ κουστουμέ του Φασουλή και το Κυνήγιον κι' η Βουλή. Όπου παρελαύνουν πολιτικοί και βουλευταί μεταμφιεσμένοι με διαφόρους προσωπικότητας και αντικείμενα. (524, 141, 763, 205)
paragraph: Η Διεύθυνσις της Τραπέζης Αθηνών φέρει εις γνώσιν του κοινού, ότι αποφάσισε να επεκτείνη τας εργασίας αυτής εις Λονδίνον και ότι θα δέχηται καταθέσεις εις χρυσόν. (524, 663, 763, 714)
ad-pretitle: Ο ΛΑΡΥΓΓΟΛΟΓΟΣ ΙΑΤΡΟΣ (569, 1333, 718, 1345)
ad-pretitle: ΟΙ ΠΑΣΧΟΝΤΕΣ ΤΟΥΣ (1089, 979, 1218, 991)
article-heading: ΕΙΔΗΣΕΙΣ ΑΝΥΠΟΣΤΑΤΟΣ (23, 1318, 244, 1336)
paragraph: Υπομιμνήσκομεν εις τας κ. κ. Μετόχους, ότι κατά την αρθ. 7 του καταστατικού της Εταιρείας η γενική συνέλευσις των μετόχων συνέρχεται την Κυριακήν 2 Φεβρουαρίου 10 π. μ. εν τω Πειραιεί Κεντρικώ Καταστήματι αυτής. (779, 1172, 1018, 1249)
paragraph: Επί τη βάσει πάντων τούτων αποφαινόμεθα ότι οι εξελθόντες αυτής είναι άριστοι. Διά την μάθησιν συνιστώμεν την Ακαδημίαν εις πάντας τους γονείς. (779, 997, 1018, 1061)
signature: Υμέτερος Τάκης Λαμπρόπουλος (588, 1064, 757, 1076)
paragraph: Η κ. Αικατερίνα Μ. Πετροπούλου και ο κ. Αγγελος Α. Βουτάνιδης τελούσιν αύριον Κυριακήν 2 Φεβρουαρίου και ώρα 9 1/2 π. μ. μνημόσυνον επί τη μνήμη του πολυκλαύστου αυτών συζύγου και πατρός. (275, 1025, 502, 1102)
paragraph: Εις τον Φερούχ βέην απενεμήθη κατ' αυτάς υπό του Σουλτάνου ο μεγαλόσταυρος του τάγματος του Οσμανιέ. (1289, 1156, 1529, 1207)
cook-travel-ad (524, 1197, 763, 1321)
deceased-name: ΝΙΚΟΛΑΟΝ Α. ΜΑΥΡΟΚΟΡΔΑΤΟΝ (288, 781, 489, 793)
paragraph: Διορίζονται: Γραμματεύς του πρωτοδικείου Καλαμών ο κ. Αθ. Βαρδουνιώτης, ειρηνοδίκης Δερβενίου ο κ. Σπ. Μουτσάκης αντί του Ν. Γιαννοπούλου. (269, 562, 508, 613)
signature: Ο Γραμματεύς Απόστολος Καραδίας (562, 916, 757, 928)
paragraph: Εστεφθησαν γάμους: Ο ομώνυμος ανεψιός του κ. Ε. Πετρίτση μετά της δεσποινίδος Μαρίας Α. Μπερλή. (779, 329, 1018, 367)
